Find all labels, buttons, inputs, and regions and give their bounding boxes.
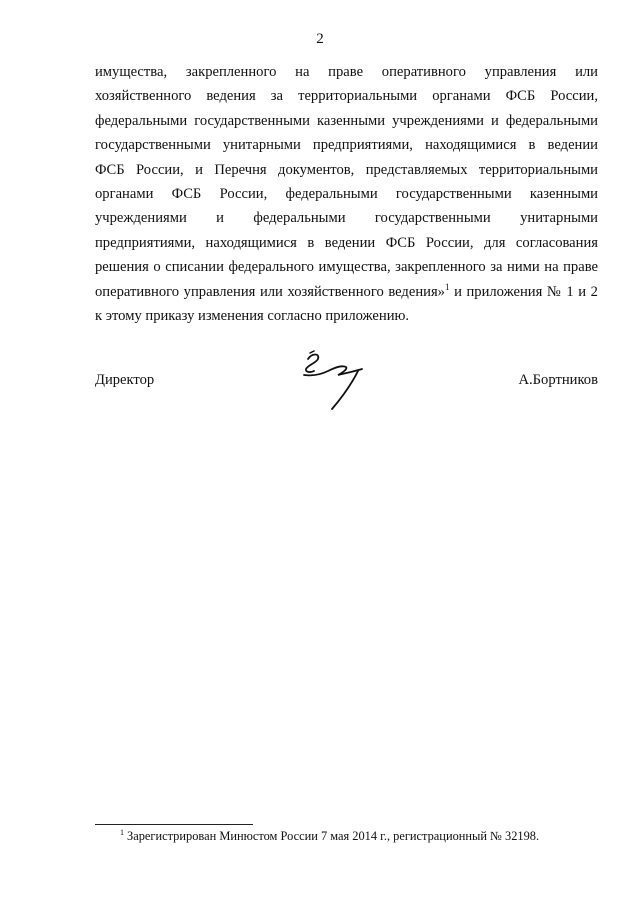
body-paragraph — [95, 60, 598, 328]
body-line-10-tail: и приложения № 1 и 2 — [449, 283, 598, 300]
footnote-marker: 1 — [120, 827, 124, 837]
body-line-8: предприятиями, находящимися в ведении ФСБ России, для согласования — [95, 234, 598, 251]
body-line-6: органами ФСБ России, федеральными государственными казенными — [95, 186, 598, 203]
body-line-4: государственными унитарными предприятиями, находящимися в ведении — [95, 137, 598, 154]
body-line-2: хозяйственного ведения за территориальными органами ФСБ России, — [95, 88, 598, 105]
signer-position: Директор — [95, 372, 155, 388]
body-line-7: учреждениями и федеральными государственными унитарными — [95, 210, 598, 227]
body-line-10-text: оперативного управления или хозяйственного ведения» — [95, 283, 445, 300]
page-number: 2 — [316, 31, 324, 47]
handwritten-signature — [290, 345, 370, 415]
body-line-1: имущества, закрепленного на праве оперативного управления или — [95, 64, 598, 80]
body-line-11: к этому приказу изменения согласно приложению. — [95, 308, 410, 325]
footnote-reference: 1 — [444, 281, 450, 292]
body-line-9: решения о списании федерального имущества, закрепленного за ними на праве — [95, 259, 598, 276]
body-line-10 — [95, 280, 598, 304]
footnote — [120, 829, 539, 844]
footnote-text: Зарегистрирован Минюстом России 7 мая 2014 г., регистрационный № 32198. — [127, 829, 540, 843]
signer-name: А.Бортников — [518, 372, 598, 388]
footnote-divider — [95, 824, 253, 825]
body-line-5: ФСБ России, и Перечня документов, представляемых территориальными — [95, 161, 598, 178]
body-line-3: федеральными государственными казенными учреждениями и федеральными — [95, 112, 598, 129]
